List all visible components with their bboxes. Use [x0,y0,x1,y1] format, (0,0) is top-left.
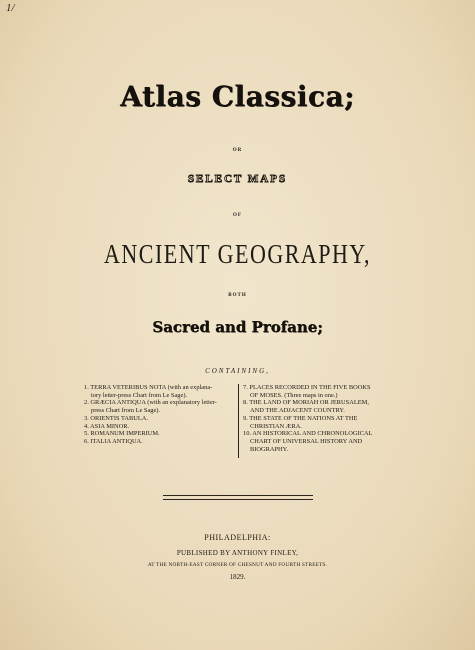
contents-item: 9. THE STATE OF THE NATIONS AT THE [243,414,358,422]
atlas-title: Atlas Classica; [120,80,355,113]
column-divider [238,384,239,458]
imprint-address: AT THE NORTH-EAST CORNER OF CHESNUT AND FOURTH STREETS. [147,562,328,568]
contents-item: OF MOSES. (Three maps in one.) [250,391,338,399]
imprint-year: 1829. [229,573,246,581]
containing-label: CONTAINING, [205,367,270,375]
contents-item: CHART OF UNIVERSAL HISTORY AND [250,437,363,445]
contents-left-column [84,384,234,446]
corner-handwritten-mark: 1/ [6,2,15,14]
contents-item: 5. ROMANUM IMPERIUM. [84,430,160,438]
imprint-publisher: PUBLISHED BY ANTHONY FINLEY, [176,549,299,557]
of-word: OF [233,213,242,218]
contents-item: BIOGRAPHY. [250,445,289,453]
contents-item: 3. ORIENTIS TABULA. [84,414,148,422]
contents-item: 4. ASIA MINOR. [84,422,130,430]
double-rule-divider [163,495,313,500]
contents-right-column [243,384,396,453]
contents-item: 6. ITALIA ANTIQUA. [84,437,143,445]
contents-item: AND THE ADJACENT COUNTRY. [250,407,345,415]
contents-list [84,384,396,458]
contents-item: 7. PLACES RECORDED IN THE FIVE BOOKS [243,384,371,391]
sacred-profane-heading: Sacred and Profane; [152,318,323,336]
contents-item: tory letter-press Chart from Le Sage). [91,391,188,399]
or-word: OR [232,148,243,153]
contents-item: CHRISTIAN ÆRA. [250,422,302,430]
imprint-city: PHILADELPHIA: [204,533,271,542]
contents-item: 8. THE LAND OF MORIAH OR JERUSALEM, [243,399,369,407]
both-word: BOTH [228,293,247,298]
contents-item: press Chart from Le Sage). [91,407,161,415]
ancient-geography-heading: ANCIENT GEOGRAPHY, [104,238,371,270]
select-maps-heading: SELECT MAPS [187,173,288,185]
contents-item: 1. TERRA VETERIBUS NOTA (with an explana- [84,384,213,391]
contents-item: 2. GRÆCIA ANTIQUA (with an explanatory letter- [84,399,217,407]
contents-item: 10. AN HISTORICAL AND CHRONOLOGICAL [243,430,373,438]
